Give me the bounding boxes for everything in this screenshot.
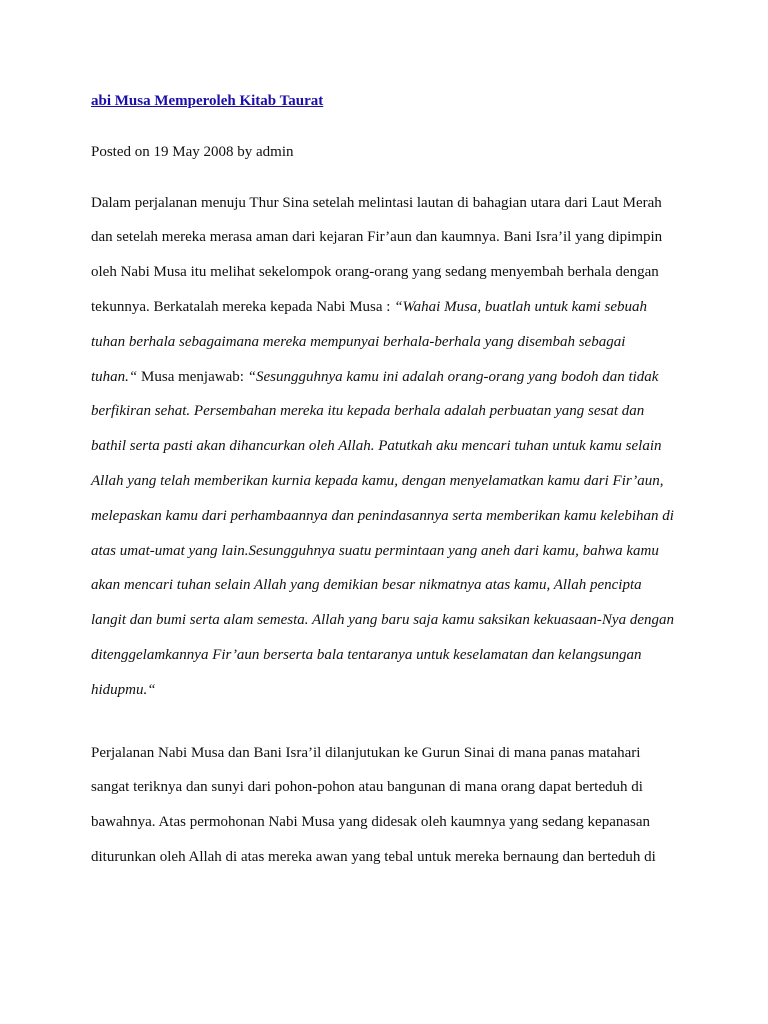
quote-segment: melepaskan kamu dari perhambaannya dan penindasannya serta memberikan kamu kelebihan di xyxy=(91,507,674,524)
text-segment: Perjalanan Nabi Musa dan Bani Isra’il dilanjutukan ke Gurun Sinai di mana panas matahari xyxy=(91,744,641,761)
paragraph-line xyxy=(91,429,691,464)
quote-segment: “Sesungguhnya kamu ini adalah orang-orang yang bodoh dan tidak xyxy=(247,368,659,385)
paragraph-line xyxy=(91,603,691,638)
paragraph-line xyxy=(91,673,691,708)
paragraph-line xyxy=(91,638,691,673)
quote-segment: “Wahai Musa, buatlah untuk kami sebuah xyxy=(394,298,647,315)
paragraph-line xyxy=(91,464,691,499)
quote-segment: bathil serta pasti akan dihancurkan oleh Allah. Patutkah aku mencari tuhan untuk kamu selain xyxy=(91,438,662,455)
quote-segment: tuhan berhala sebagaimana mereka mempunyai berhala-berhala yang disembah sebagai xyxy=(91,333,626,350)
paragraph-line xyxy=(91,736,691,771)
text-segment: Dalam perjalanan menuju Thur Sina setelah melintasi lautan di bahagian utara dari Laut Merah xyxy=(91,194,662,211)
paragraph-line xyxy=(91,186,691,221)
text-segment: oleh Nabi Musa itu melihat sekelompok orang-orang yang sedang menyembah berhala dengan xyxy=(91,264,659,281)
paragraph-line xyxy=(91,220,691,255)
text-segment: sangat teriknya dan sunyi dari pohon-pohon atau bangunan di mana orang dapat berteduh di xyxy=(91,779,643,796)
text-segment: diturunkan oleh Allah di atas mereka awan yang tebal untuk mereka bernaung dan berteduh di xyxy=(91,848,656,865)
text-segment: Musa menjawab: xyxy=(137,368,248,385)
quote-segment: ditenggelamkannya Fir’aun berserta bala tentaranya untuk keselamatan dan kelangsungan xyxy=(91,646,642,663)
paragraph-line xyxy=(91,840,691,875)
text-segment: bawahnya. Atas permohonan Nabi Musa yang didesak oleh kaumnya yang sedang kepanasan xyxy=(91,814,651,831)
paragraph-2 xyxy=(91,736,691,875)
quote-segment: Allah yang telah memberikan kurnia kepada kamu, dengan menyelamatkan kamu dari Fir’aun, xyxy=(91,472,664,489)
quote-segment: berfikiran sehat. Persembahan mereka itu kepada berhala adalah perbuatan yang sesat dan xyxy=(91,403,645,420)
paragraph-line xyxy=(91,805,691,840)
text-segment: dan setelah mereka merasa aman dari kejaran Fir’aun dan kaumnya. Bani Isra’il yang dipimpin xyxy=(91,229,663,246)
paragraph-1 xyxy=(91,186,691,708)
article-title-link[interactable]: abi Musa Memperoleh Kitab Taurat xyxy=(91,93,324,109)
quote-segment: langit dan bumi serta alam semesta. Allah yang baru saja kamu saksikan kekuasaan-Nya dengan xyxy=(91,612,674,629)
quote-segment: tuhan.“ xyxy=(91,368,138,385)
paragraph-line xyxy=(91,499,691,534)
paragraph-line xyxy=(91,290,691,325)
article xyxy=(91,84,691,903)
paragraph-line xyxy=(91,360,691,395)
text-segment: tekunnya. Berkatalah mereka kepada Nabi Musa : xyxy=(91,298,395,315)
paragraph-line xyxy=(91,568,691,603)
paragraph-line xyxy=(91,394,691,429)
paragraph-line xyxy=(91,770,691,805)
paragraph-line xyxy=(91,325,691,360)
post-meta: Posted on 19 May 2008 by admin xyxy=(91,143,294,160)
paragraph-line xyxy=(91,255,691,290)
quote-segment: akan mencari tuhan selain Allah yang demikian besar nikmatnya atas kamu, Allah pencipta xyxy=(91,577,642,594)
quote-segment: hidupmu.“ xyxy=(91,681,156,698)
quote-segment: atas umat-umat yang lain.Sesungguhnya suatu permintaan yang aneh dari kamu, bahwa kamu xyxy=(91,542,659,559)
paragraph-line xyxy=(91,534,691,569)
